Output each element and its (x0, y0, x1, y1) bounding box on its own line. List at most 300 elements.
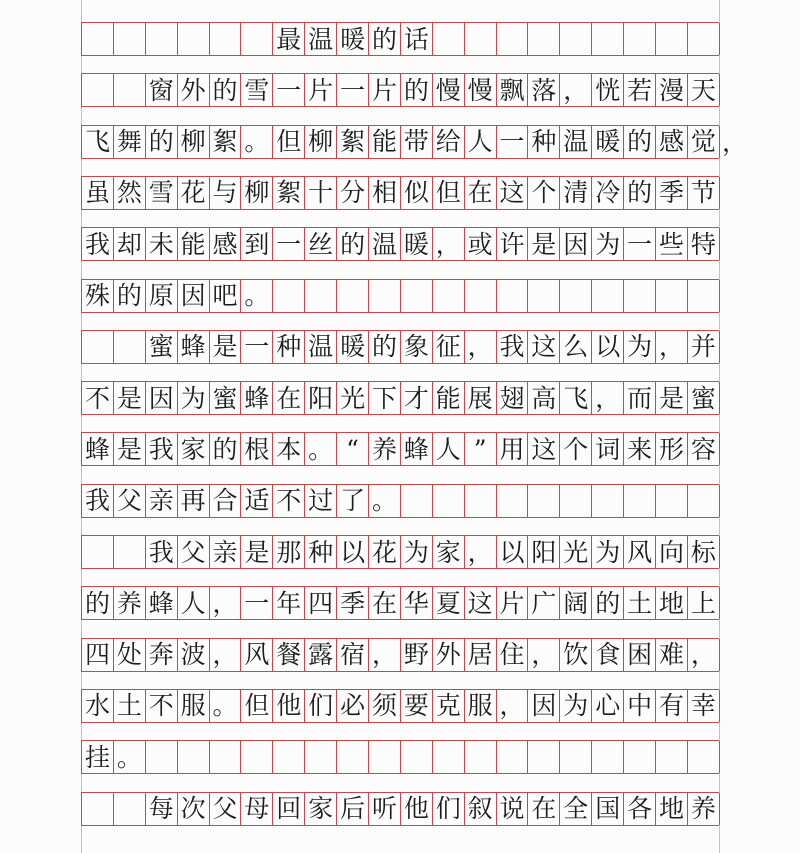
grid-cell (592, 280, 624, 312)
grid-cell (273, 280, 305, 312)
text-row (81, 330, 719, 364)
grid-cell: 并 (688, 331, 720, 363)
grid-cell: 。 (241, 280, 273, 312)
grid-cell: 是 (210, 331, 242, 363)
text-row (81, 227, 719, 261)
grid-cell: 但 (433, 177, 465, 209)
grid-cell: 人 (433, 433, 465, 465)
grid-cell (656, 23, 688, 55)
grid-cell: 。 (114, 741, 146, 773)
grid-cell (624, 741, 656, 773)
grid-cell: ， (497, 690, 529, 722)
text-row (81, 638, 719, 672)
grid-cell: 为 (624, 331, 656, 363)
grid-cell: 而 (624, 382, 656, 414)
grid-cell (465, 23, 497, 55)
grid-cell: 每 (146, 793, 178, 825)
grid-cell: 的 (624, 126, 656, 158)
grid-cell: 柳 (178, 126, 210, 158)
grid-cell: 感 (210, 228, 242, 260)
grid-cell: ， (465, 536, 497, 568)
grid-cell: 母 (241, 793, 273, 825)
grid-cell: 听 (369, 793, 401, 825)
grid-cell (560, 23, 592, 55)
text-row (81, 689, 719, 723)
grid-cell: 的 (146, 126, 178, 158)
grid-cell: 雪 (241, 74, 273, 106)
grid-cell (178, 23, 210, 55)
grid-cell: 但 (273, 126, 305, 158)
grid-cell: 土 (624, 587, 656, 619)
grid-cell (688, 23, 720, 55)
grid-cell: 要 (401, 690, 433, 722)
text-row (81, 740, 719, 774)
grid-cell: 暖 (401, 228, 433, 260)
grid-cell: 华 (401, 587, 433, 619)
grid-cell (178, 741, 210, 773)
grid-cell: 若 (624, 74, 656, 106)
grid-cell: 我 (497, 331, 529, 363)
grid-cell (560, 485, 592, 517)
text-row (81, 535, 719, 569)
grid-cell: 水 (82, 690, 114, 722)
grid-cell (82, 23, 114, 55)
grid-cell: 是 (241, 536, 273, 568)
grid-cell (624, 485, 656, 517)
grid-cell: 展 (465, 382, 497, 414)
grid-cell: 柳 (305, 126, 337, 158)
grid-cell: 因 (560, 228, 592, 260)
grid-cell: 的 (114, 280, 146, 312)
grid-cell: 柳 (241, 177, 273, 209)
grid-cell (465, 485, 497, 517)
grid-cell: 过 (305, 485, 337, 517)
text-row (81, 484, 719, 518)
grid-cell: 些 (656, 228, 688, 260)
grid-cell: ， (465, 331, 497, 363)
grid-cell: 觉 (688, 126, 720, 158)
grid-cell: 在 (528, 793, 560, 825)
grid-cell: 的 (369, 23, 401, 55)
grid-cell: ， (560, 74, 592, 106)
grid-cell (82, 74, 114, 106)
grid-cell: 种 (273, 331, 305, 363)
grid-cell: 。 (210, 690, 242, 722)
grid-cell: 落 (528, 74, 560, 106)
grid-cell: 恍 (592, 74, 624, 106)
grid-cell: 感 (656, 126, 688, 158)
grid-cell: 。 (305, 433, 337, 465)
grid-cell: 漫 (656, 74, 688, 106)
grid-cell: 他 (273, 690, 305, 722)
grid-cell: 蜜 (210, 382, 242, 414)
grid-cell: 能 (369, 126, 401, 158)
grid-cell (210, 741, 242, 773)
grid-cell: 在 (369, 587, 401, 619)
grid-cell (592, 23, 624, 55)
grid-cell: 人 (178, 587, 210, 619)
grid-cell: 一 (273, 74, 305, 106)
grid-cell: 然 (114, 177, 146, 209)
grid-cell (305, 741, 337, 773)
grid-cell: 下 (369, 382, 401, 414)
grid-cell: 词 (592, 433, 624, 465)
grid-cell: 窗 (146, 74, 178, 106)
grid-cell: 风 (241, 639, 273, 671)
grid-cell: 絮 (210, 126, 242, 158)
grid-cell (337, 741, 369, 773)
grid-cell: 须 (369, 690, 401, 722)
grid-cell (146, 741, 178, 773)
grid-cell: 我 (82, 485, 114, 517)
grid-cell: 标 (688, 536, 720, 568)
grid-cell: 一 (241, 587, 273, 619)
text-row (81, 125, 748, 159)
grid-cell: 父 (178, 536, 210, 568)
grid-cell: 们 (305, 690, 337, 722)
grid-cell (497, 23, 529, 55)
grid-cell (528, 23, 560, 55)
grid-cell: 慢 (433, 74, 465, 106)
grid-cell (656, 280, 688, 312)
grid-cell: 国 (592, 793, 624, 825)
grid-cell: 蜂 (178, 331, 210, 363)
grid-cell: 与 (210, 177, 242, 209)
grid-cell: 以 (592, 331, 624, 363)
grid-cell (624, 23, 656, 55)
grid-cell: 的 (210, 433, 242, 465)
grid-cell: 种 (305, 536, 337, 568)
grid-cell: ” (465, 433, 497, 465)
grid-cell: ， (433, 228, 465, 260)
grid-cell: 蜜 (146, 331, 178, 363)
grid-cell (114, 536, 146, 568)
grid-cell: 上 (688, 587, 720, 619)
text-row (81, 176, 719, 210)
grid-cell: 蜂 (241, 382, 273, 414)
grid-cell: 饮 (560, 639, 592, 671)
grid-cell (401, 741, 433, 773)
grid-cell: 虽 (82, 177, 114, 209)
grid-cell: 亲 (210, 536, 242, 568)
grid-cell: 服 (178, 690, 210, 722)
grid-cell: 那 (273, 536, 305, 568)
grid-cell: 蜂 (82, 433, 114, 465)
grid-cell: 广 (528, 587, 560, 619)
grid-cell: ， (656, 331, 688, 363)
grid-cell (82, 536, 114, 568)
grid-cell (114, 793, 146, 825)
grid-cell (401, 280, 433, 312)
grid-cell: 似 (401, 177, 433, 209)
grid-cell: 养 (369, 433, 401, 465)
grid-cell: 最 (273, 23, 305, 55)
grid-cell: 住 (497, 639, 529, 671)
grid-cell: 么 (560, 331, 592, 363)
grid-cell: 或 (465, 228, 497, 260)
grid-cell (592, 741, 624, 773)
grid-cell: 。 (369, 485, 401, 517)
grid-cell: 暖 (592, 126, 624, 158)
grid-cell: 外 (178, 74, 210, 106)
grid-cell: 不 (82, 382, 114, 414)
grid-cell: 的 (337, 228, 369, 260)
grid-cell: 能 (433, 382, 465, 414)
grid-cell (273, 741, 305, 773)
grid-cell (656, 485, 688, 517)
grid-cell: 家 (178, 433, 210, 465)
grid-cell: 蜜 (688, 382, 720, 414)
grid-cell: 片 (369, 74, 401, 106)
grid-cell: 征 (433, 331, 465, 363)
grid-cell: 能 (178, 228, 210, 260)
grid-cell: 因 (146, 382, 178, 414)
grid-cell: 各 (624, 793, 656, 825)
grid-cell: 冷 (592, 177, 624, 209)
grid-cell: 家 (305, 793, 337, 825)
grid-cell: 容 (688, 433, 720, 465)
grid-cell: 蜂 (401, 433, 433, 465)
grid-cell: 家 (433, 536, 465, 568)
grid-cell: 高 (528, 382, 560, 414)
grid-cell: 飞 (560, 382, 592, 414)
grid-cell: 风 (624, 536, 656, 568)
grid-cell: 野 (401, 639, 433, 671)
grid-cell: 带 (401, 126, 433, 158)
grid-cell: 却 (114, 228, 146, 260)
grid-cell: ， (210, 587, 242, 619)
grid-cell: 因 (178, 280, 210, 312)
grid-cell: 地 (656, 793, 688, 825)
grid-cell: 外 (433, 639, 465, 671)
grid-cell: 话 (401, 23, 433, 55)
grid-cell (560, 741, 592, 773)
grid-cell: 用 (497, 433, 529, 465)
grid-cell: 四 (82, 639, 114, 671)
overflow-punctuation: ， (722, 127, 748, 157)
grid-cell (688, 280, 720, 312)
grid-cell: 在 (465, 177, 497, 209)
grid-cell (688, 741, 720, 773)
grid-cell: 们 (433, 793, 465, 825)
grid-cell: 餐 (273, 639, 305, 671)
grid-cell: 阔 (560, 587, 592, 619)
grid-cell: 这 (528, 433, 560, 465)
grid-cell: 飞 (82, 126, 114, 158)
grid-cell: 种 (528, 126, 560, 158)
grid-cell: 本 (273, 433, 305, 465)
grid-cell: 花 (369, 536, 401, 568)
text-row (81, 279, 719, 313)
grid-cell: 象 (401, 331, 433, 363)
grid-cell: 温 (305, 23, 337, 55)
grid-cell: 的 (82, 587, 114, 619)
grid-cell (465, 741, 497, 773)
grid-cell (497, 485, 529, 517)
grid-cell: 夏 (433, 587, 465, 619)
grid-cell: 一 (241, 331, 273, 363)
grid-cell: 根 (241, 433, 273, 465)
grid-cell: 回 (273, 793, 305, 825)
grid-cell: 适 (241, 485, 273, 517)
grid-cell: 叙 (465, 793, 497, 825)
grid-cell (433, 485, 465, 517)
grid-cell (82, 331, 114, 363)
grid-cell: 宿 (337, 639, 369, 671)
grid-cell: 暖 (337, 331, 369, 363)
grid-cell: 来 (624, 433, 656, 465)
grid-cell: 服 (465, 690, 497, 722)
grid-cell: 了 (337, 485, 369, 517)
grid-cell: 一 (337, 74, 369, 106)
grid-cell: 我 (146, 536, 178, 568)
grid-cell: 到 (241, 228, 273, 260)
grid-cell: 是 (114, 433, 146, 465)
grid-cell: 给 (433, 126, 465, 158)
grid-cell: 。 (241, 126, 273, 158)
grid-cell: 养 (114, 587, 146, 619)
grid-cell (401, 485, 433, 517)
grid-cell: 向 (656, 536, 688, 568)
text-row (81, 381, 719, 415)
grid-cell (114, 23, 146, 55)
grid-cell: 个 (528, 177, 560, 209)
text-row (81, 73, 719, 107)
text-row (81, 432, 719, 466)
grid-cell (82, 793, 114, 825)
grid-cell: 不 (273, 485, 305, 517)
grid-cell (369, 280, 401, 312)
grid-cell: 奔 (146, 639, 178, 671)
grid-cell (497, 741, 529, 773)
grid-cell: 形 (656, 433, 688, 465)
grid-cell (528, 741, 560, 773)
grid-cell: ， (528, 639, 560, 671)
grid-cell (433, 23, 465, 55)
grid-cell: 因 (528, 690, 560, 722)
grid-cell: 地 (656, 587, 688, 619)
grid-cell: 我 (146, 433, 178, 465)
grid-cell: 合 (210, 485, 242, 517)
grid-cell: 中 (624, 690, 656, 722)
grid-cell: 心 (592, 690, 624, 722)
grid-cell: 为 (401, 536, 433, 568)
grid-cell: 雪 (146, 177, 178, 209)
grid-cell: 殊 (82, 280, 114, 312)
grid-cell: 片 (305, 74, 337, 106)
grid-cell: 一 (273, 228, 305, 260)
grid-cell: 光 (560, 536, 592, 568)
grid-cell: 土 (114, 690, 146, 722)
grid-cell: 的 (369, 331, 401, 363)
title-row (81, 22, 719, 56)
grid-cell: 未 (146, 228, 178, 260)
grid-cell: 以 (497, 536, 529, 568)
grid-cell (369, 741, 401, 773)
grid-cell: 絮 (273, 177, 305, 209)
grid-cell: 才 (401, 382, 433, 414)
grid-cell (497, 280, 529, 312)
grid-cell: 节 (688, 177, 720, 209)
grid-cell: 相 (369, 177, 401, 209)
grid-cell: 的 (592, 587, 624, 619)
grid-cell: 是 (114, 382, 146, 414)
grid-cell: 天 (688, 74, 720, 106)
grid-cell: 说 (497, 793, 529, 825)
grid-cell: 清 (560, 177, 592, 209)
grid-cell: 片 (497, 587, 529, 619)
grid-cell: 这 (528, 331, 560, 363)
grid-cell: 父 (210, 793, 242, 825)
grid-cell: 的 (624, 177, 656, 209)
grid-cell: 花 (178, 177, 210, 209)
grid-cell (560, 280, 592, 312)
grid-cell: 阳 (305, 382, 337, 414)
grid-cell: 温 (369, 228, 401, 260)
grid-cell: 再 (178, 485, 210, 517)
grid-cell (241, 23, 273, 55)
grid-cell: ， (369, 639, 401, 671)
grid-cell: 光 (337, 382, 369, 414)
grid-cell: 分 (337, 177, 369, 209)
grid-cell: 为 (592, 536, 624, 568)
grid-cell: 一 (497, 126, 529, 158)
grid-cell: 后 (337, 793, 369, 825)
text-row (81, 586, 719, 620)
grid-cell: ， (592, 382, 624, 414)
grid-cell: 但 (241, 690, 273, 722)
grid-cell: 有 (656, 690, 688, 722)
grid-cell: 困 (624, 639, 656, 671)
grid-cell (433, 280, 465, 312)
grid-cell: 父 (114, 485, 146, 517)
grid-cell: ， (688, 639, 720, 671)
grid-cell (528, 280, 560, 312)
grid-cell: 我 (82, 228, 114, 260)
grid-cell: 挂 (82, 741, 114, 773)
grid-cell: 阳 (528, 536, 560, 568)
grid-cell: 是 (528, 228, 560, 260)
grid-cell: 他 (401, 793, 433, 825)
grid-cell: 温 (305, 331, 337, 363)
grid-cell (624, 280, 656, 312)
grid-cell (337, 280, 369, 312)
grid-cell: 四 (305, 587, 337, 619)
grid-cell: 为 (560, 690, 592, 722)
grid-cell: 原 (146, 280, 178, 312)
grid-cell: 为 (592, 228, 624, 260)
grid-cell: ， (210, 639, 242, 671)
grid-cell (210, 23, 242, 55)
grid-cell: 絮 (337, 126, 369, 158)
grid-cell: 许 (497, 228, 529, 260)
grid-cell: 养 (688, 793, 720, 825)
grid-cell: 是 (656, 382, 688, 414)
grid-cell (688, 485, 720, 517)
grid-cell: 舞 (114, 126, 146, 158)
grid-cell: 必 (337, 690, 369, 722)
grid-cell: 不 (146, 690, 178, 722)
grid-cell: 丝 (305, 228, 337, 260)
grid-cell: 全 (560, 793, 592, 825)
grid-cell: 特 (688, 228, 720, 260)
grid-cell: 的 (401, 74, 433, 106)
grid-cell (305, 280, 337, 312)
text-row (81, 792, 719, 826)
grid-cell: 亲 (146, 485, 178, 517)
grid-cell: 这 (497, 177, 529, 209)
grid-cell (146, 23, 178, 55)
